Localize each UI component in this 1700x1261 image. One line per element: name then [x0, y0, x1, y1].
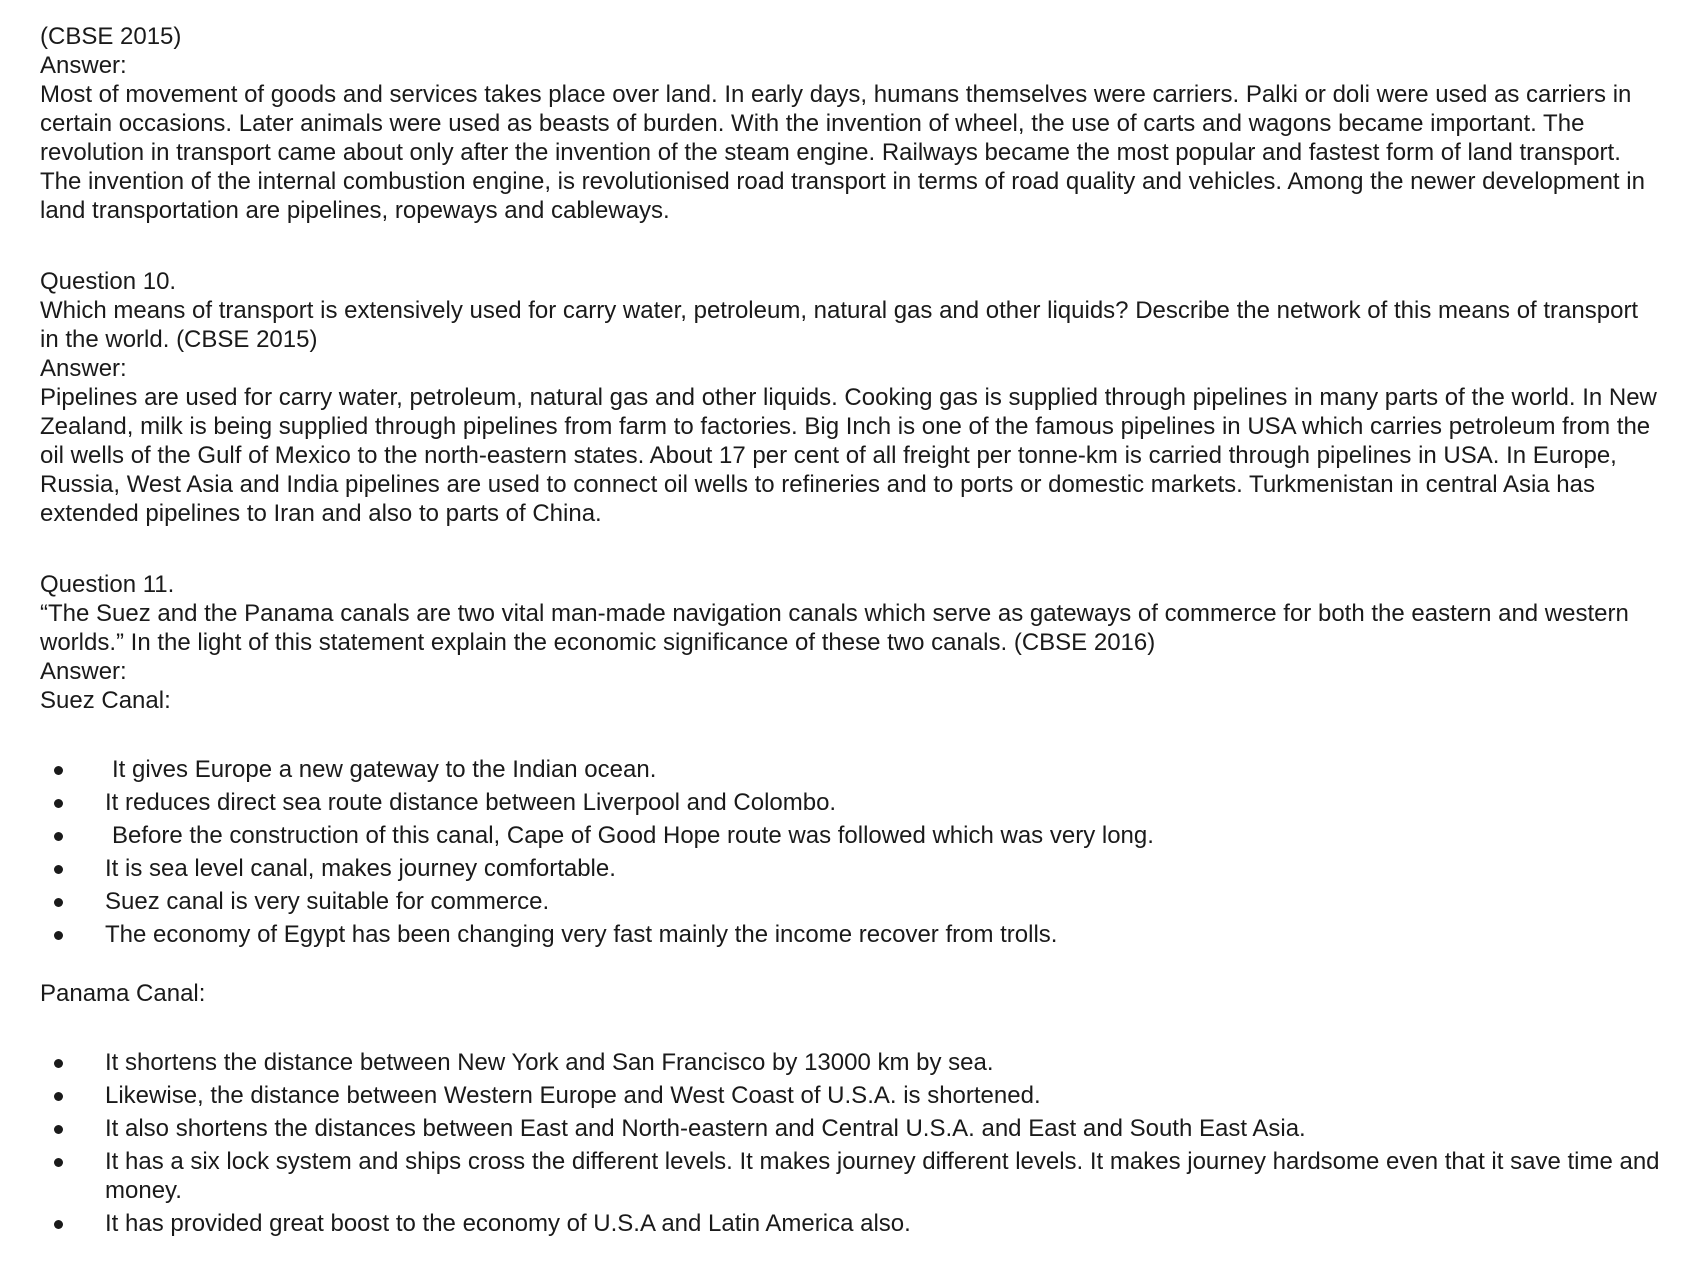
- list-item: [40, 887, 1660, 916]
- list-item-text: It reduces direct sea route distance between Liverpool and Colombo.: [105, 789, 837, 816]
- bullet-icon: [54, 1125, 63, 1134]
- list-item: [40, 788, 1660, 817]
- bullet-icon: [54, 1220, 63, 1229]
- list-item: [40, 920, 1660, 949]
- q11-answer-label: Answer:: [40, 658, 127, 685]
- list-item-text: Suez canal is very suitable for commerce.: [105, 888, 550, 915]
- list-item: [40, 1209, 1660, 1238]
- bullet-icon: [54, 865, 63, 874]
- list-item-text: It has a six lock system and ships cross the different levels. It makes journey different levels. It makes journey hardsome even that it save time and money.: [105, 1148, 1660, 1204]
- bullet-icon: [54, 1092, 63, 1101]
- bullet-icon: [54, 931, 63, 940]
- list-item-text: It gives Europe a new gateway to the Indian ocean.: [112, 756, 657, 783]
- list-item-text: It is sea level canal, makes journey comfortable.: [105, 855, 616, 882]
- q11-question-text: “The Suez and the Panama canals are two vital man-made navigation canals which serve as gateways of commerce for both the eastern and western worlds.” In the light of this statement explain the economic significance of these two canals. (CBSE 2016): [40, 600, 1629, 656]
- list-item: [40, 1147, 1660, 1205]
- list-item: [40, 1114, 1660, 1143]
- q9-source: (CBSE 2015): [40, 23, 182, 50]
- panama-canal-list: [40, 1048, 1660, 1238]
- suez-canal-label: Suez Canal:: [40, 687, 171, 714]
- list-item-text: It also shortens the distances between East and North-eastern and Central U.S.A. and East and South East Asia.: [105, 1115, 1306, 1142]
- list-item: [40, 1048, 1660, 1077]
- bullet-icon: [54, 766, 63, 775]
- bullet-icon: [54, 898, 63, 907]
- list-item-text: Before the construction of this canal, Cape of Good Hope route was followed which was very long.: [112, 822, 1154, 849]
- q10-heading: Question 10.: [40, 268, 177, 295]
- list-item-text: It has provided great boost to the economy of U.S.A and Latin America also.: [105, 1210, 911, 1237]
- q11-heading: Question 11.: [40, 571, 175, 598]
- q9-answer-text: Most of movement of goods and services takes place over land. In early days, humans themselves were carriers. Palki or doli were used as carriers in certain occasions. Later animals were used as beasts of burden. With the invention of wheel, the use of carts and wagons became important. The revolution in transport came about only after the invention of the steam engine. Railways became the most popular and fastest form of land transport. The invention of the internal combustion engine, is revolutionised road transport in terms of road quality and vehicles. Among the newer development in land transportation are pipelines, ropeways and cableways.: [40, 81, 1645, 224]
- list-item-text: It shortens the distance between New York and San Francisco by 13000 km by sea.: [105, 1049, 994, 1076]
- q10-answer-label: Answer:: [40, 355, 127, 382]
- bullet-icon: [54, 1059, 63, 1068]
- bullet-icon: [54, 1158, 63, 1167]
- list-item-text: Likewise, the distance between Western Europe and West Coast of U.S.A. is shortened.: [105, 1082, 1041, 1109]
- bullet-icon: [54, 799, 63, 808]
- q9-answer-label: Answer:: [40, 52, 127, 79]
- panama-canal-label: Panama Canal:: [40, 980, 206, 1007]
- list-item-text: The economy of Egypt has been changing very fast mainly the income recover from trolls.: [105, 921, 1058, 948]
- q10-question-text: Which means of transport is extensively used for carry water, petroleum, natural gas and other liquids? Describe the network of this means of transport in the world. (CBSE 2015): [40, 297, 1639, 353]
- list-item: [40, 854, 1660, 883]
- suez-canal-list: [40, 755, 1660, 949]
- q10-answer-text: Pipelines are used for carry water, petroleum, natural gas and other liquids. Cooking gas is supplied through pipelines in many parts of the world. In New Zealand, milk is being supplied through pipelines from farm to factories. Big Inch is one of the famous pipelines in USA which carries petroleum from the oil wells of the Gulf of Mexico to the north-eastern states. About 17 per cent of all freight per tonne-km is carried through pipelines in USA. In Europe, Russia, West Asia and India pipelines are used to connect oil wells to refineries and to ports or domestic markets. Turkmenistan in central Asia has extended pipelines to Iran and also to parts of China.: [40, 384, 1657, 527]
- bullet-icon: [54, 832, 63, 841]
- list-item: [40, 1081, 1660, 1110]
- list-item: [40, 755, 1660, 784]
- list-item: [40, 821, 1660, 850]
